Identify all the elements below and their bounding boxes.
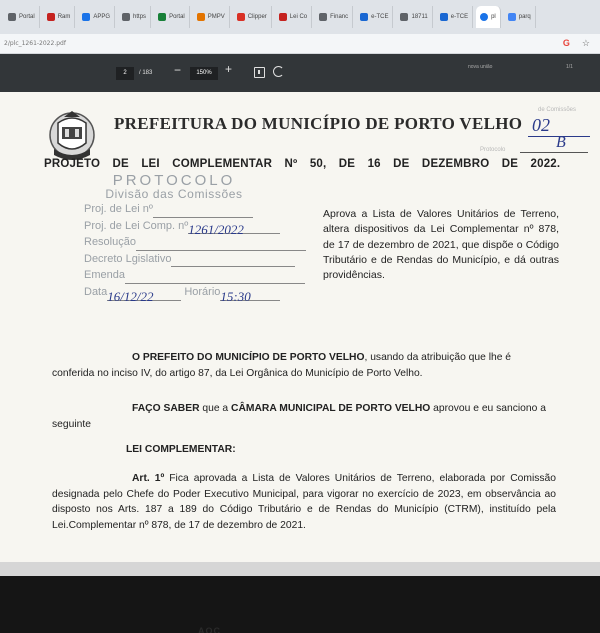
section-heading: LEI COMPLEMENTAR: bbox=[126, 444, 236, 455]
browser-tab[interactable] bbox=[4, 6, 40, 28]
horizontal-scrollbar[interactable] bbox=[0, 562, 600, 576]
tab-favicon-icon bbox=[82, 13, 90, 21]
browser-tab[interactable] bbox=[396, 6, 432, 28]
tab-label: Portal bbox=[19, 14, 35, 20]
paragraph-faco-saber: FAÇO SABER que a CÂMARA MUNICIPAL DE PORTO VELHO aprovou e eu sanciono a seguinte bbox=[52, 403, 546, 430]
tab-label: Financ bbox=[330, 14, 349, 20]
stamp-field: Proj. de Lei Comp. nº1261/2022 bbox=[84, 218, 294, 235]
paragraph-preamble: O PREFEITO DO MUNICÍPIO DE PORTO VELHO, usando da atribuição que lhe é conferida no inciso IV, do artigo 87, da Lei Orgânica do Município de Porto Velho. bbox=[52, 352, 512, 379]
tab-label: 18711 bbox=[411, 14, 428, 20]
find-result-count: 1/1 bbox=[566, 64, 573, 70]
browser-tab[interactable] bbox=[43, 6, 76, 28]
tab-favicon-icon bbox=[319, 13, 327, 21]
browser-tab[interactable] bbox=[154, 6, 190, 28]
tab-label: Ram bbox=[57, 14, 71, 20]
tab-favicon-icon bbox=[440, 13, 448, 21]
find-input[interactable]: nova união bbox=[468, 64, 493, 70]
pdf-page bbox=[0, 92, 600, 562]
browser-tab[interactable] bbox=[118, 6, 151, 28]
google-extension-icon[interactable]: G bbox=[562, 38, 570, 48]
tab-label: e-TCE bbox=[371, 14, 389, 20]
handwritten-initial: B bbox=[556, 134, 566, 151]
tab-label: parq bbox=[518, 14, 531, 20]
faint-stamp-text-2: Protocolo bbox=[480, 147, 506, 153]
stamp-title: PROTOCOLO bbox=[112, 172, 236, 189]
tab-label: PMPV bbox=[207, 14, 225, 20]
browser-tab[interactable] bbox=[233, 6, 272, 28]
browser-tab[interactable] bbox=[275, 6, 312, 28]
browser-tab[interactable] bbox=[315, 6, 353, 28]
browser-tab-bar bbox=[0, 0, 600, 34]
zoom-level-input[interactable]: 150% bbox=[190, 67, 218, 80]
zoom-in-button[interactable]: + bbox=[225, 62, 233, 76]
tab-favicon-icon bbox=[47, 13, 55, 21]
browser-tab[interactable] bbox=[356, 6, 393, 28]
tab-label: APPG bbox=[93, 14, 111, 20]
monitor-brand-logo: AOC bbox=[198, 626, 221, 633]
tab-label: Lei Co bbox=[289, 14, 308, 20]
fit-page-icon[interactable] bbox=[254, 67, 265, 78]
stamp-subtitle: Divisão das Comissões bbox=[105, 187, 243, 201]
browser-tab[interactable] bbox=[193, 6, 230, 28]
tab-label: Clipper bbox=[247, 14, 267, 20]
tab-favicon-icon bbox=[279, 13, 287, 21]
stamp-field: Emenda bbox=[84, 267, 294, 284]
municipal-crest-icon bbox=[46, 109, 98, 165]
tab-favicon-icon bbox=[237, 13, 245, 21]
stamp-time-value: 15:30 bbox=[220, 288, 251, 304]
bookmark-icon[interactable]: ☆ bbox=[581, 38, 590, 48]
url-text[interactable]: 2/plc_1261-2022.pdf bbox=[4, 40, 66, 47]
browser-tab[interactable] bbox=[436, 6, 473, 28]
tab-favicon-icon bbox=[360, 13, 368, 21]
monitor-bezel bbox=[0, 576, 600, 633]
protocol-stamp bbox=[84, 172, 294, 304]
tab-favicon-icon bbox=[480, 13, 488, 21]
stamp-date-row: Data16/12/22 Horário15:30 bbox=[84, 284, 294, 301]
rotate-icon[interactable] bbox=[273, 66, 284, 77]
page-number-input[interactable]: 2 bbox=[116, 67, 134, 80]
tab-label: e-TCE bbox=[450, 14, 469, 20]
tab-favicon-icon bbox=[122, 13, 130, 21]
stamp-field: Decreto Lgislativo bbox=[84, 251, 294, 268]
tab-favicon-icon bbox=[400, 13, 408, 21]
zoom-out-button[interactable]: − bbox=[174, 63, 182, 77]
bill-title: PROJETO DE LEI COMPLEMENTAR Nº 50, DE 16 DE DEZEMBRO DE 2022. bbox=[44, 158, 561, 170]
browser-tab[interactable] bbox=[504, 6, 536, 28]
tab-favicon-icon bbox=[8, 13, 16, 21]
signature-line bbox=[520, 152, 588, 153]
stamp-handwritten-value: 1261/2022 bbox=[188, 222, 244, 238]
tab-favicon-icon bbox=[158, 13, 166, 21]
tab-favicon-icon bbox=[197, 13, 205, 21]
bill-summary: Aprova a Lista de Valores Unitários de Terreno, altera dispositivos da Lei Complementar nº 878, de 17 de dezembro de 2021, que dispõe o Código Tributário e de Rendas do Município, e dá outras providências. bbox=[323, 208, 559, 282]
address-bar[interactable] bbox=[0, 34, 600, 54]
tab-label: pl bbox=[491, 14, 496, 20]
faint-stamp-text: de Comissões bbox=[538, 107, 577, 113]
page-total: / 183 bbox=[139, 70, 153, 76]
tab-favicon-icon bbox=[508, 13, 516, 21]
article-1: Art. 1º Fica aprovada a Lista de Valores Unitários de Terreno, elaborada por Comissão designada pelo Chefe do Poder Executivo Municipal, para vigorar no exercício de 2023, em observância ao disposto nos Arts. 187 a 189 do Código Tributário e de Rendas do Município (CTRM), instituído pela Lei.Complementar nº 878, de 17 de dezembro de 2021. bbox=[52, 473, 556, 531]
stamp-date-value: 16/12/22 bbox=[107, 288, 154, 304]
browser-tab[interactable] bbox=[476, 6, 501, 28]
browser-tab[interactable] bbox=[78, 6, 115, 28]
pdf-toolbar bbox=[0, 54, 600, 92]
stamp-field: Resolução bbox=[84, 234, 294, 251]
tab-label: Portal bbox=[169, 14, 185, 20]
organization-name: PREFEITURA DO MUNICÍPIO DE PORTO VELHO bbox=[114, 114, 523, 133]
tab-label: https bbox=[133, 14, 147, 20]
handwritten-page-number: 02 bbox=[532, 115, 550, 135]
stamp-field: Proj. de Lei nº bbox=[84, 201, 294, 218]
